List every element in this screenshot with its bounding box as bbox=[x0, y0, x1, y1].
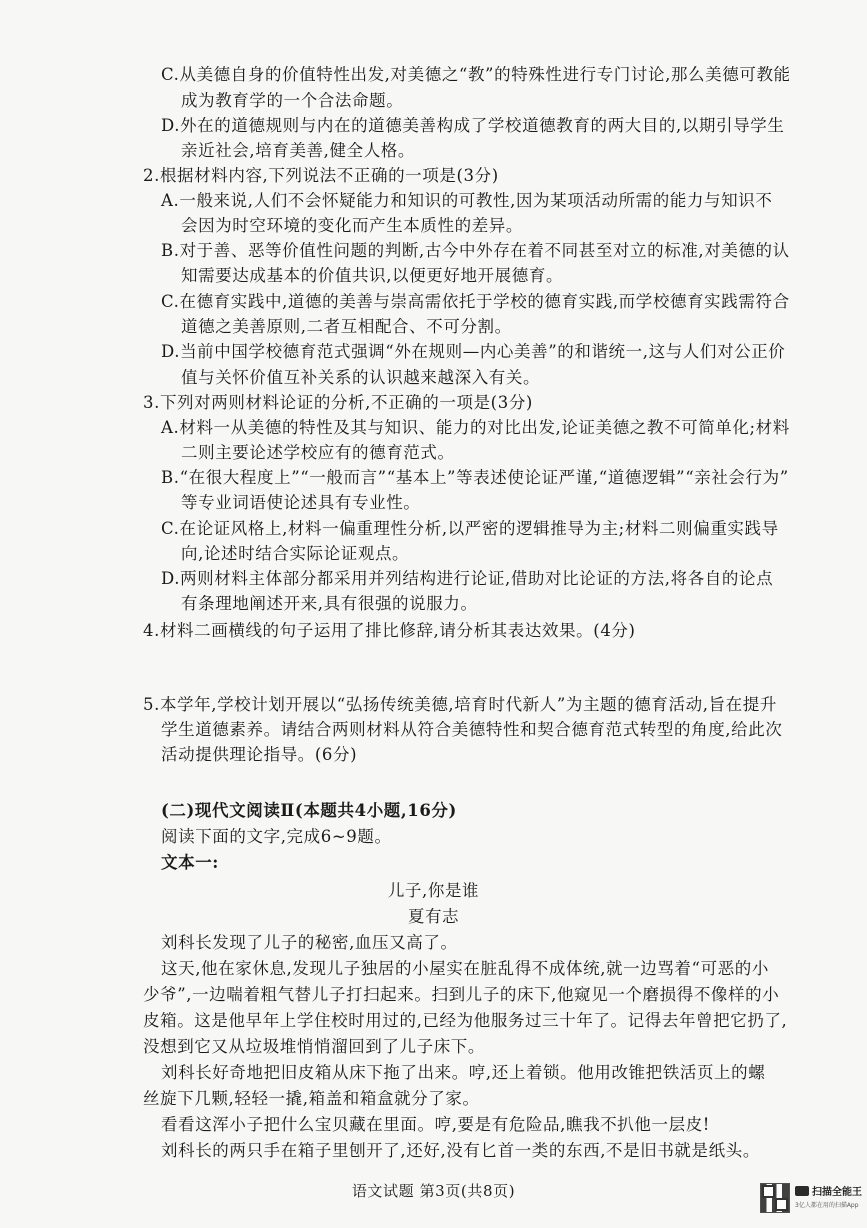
story-para-5: 刘科长的两只手在箱子里刨开了,还好,没有匕首一类的东西,不是旧书就是纸头。 bbox=[161, 1141, 760, 1160]
option-2b-line2: 知需要达成基本的价值共识,以便更好地开展德育。 bbox=[181, 266, 564, 285]
story-para-3-line2: 丝旋下几颗,轻轻一撬,箱盖和箱盒就分了家。 bbox=[143, 1089, 480, 1108]
page-footer: 语文试题 第3页(共8页) bbox=[351, 1182, 516, 1200]
story-para-4: 看看这浑小子把什么宝贝藏在里面。哼,要是有危险品,瞧我不扒他一层皮! bbox=[161, 1115, 711, 1134]
qr-code-icon bbox=[760, 1183, 790, 1213]
story-para-2-line2: 少爷”,一边喘着粗气替儿子打扫起来。扫到儿子的床下,他窥见一个磨损得不像样的小 bbox=[143, 985, 780, 1004]
option-1d-line1: D.外在的道德规则与内在的道德美善构成了学校道德教育的两大目的,以期引导学生 bbox=[161, 116, 785, 135]
watermark-title: 扫描全能王 bbox=[812, 1187, 862, 1198]
option-3d-line2: 有条理地阐述开来,具有很强的说服力。 bbox=[181, 594, 478, 613]
option-2d-line1: D.当前中国学校德育范式强调“外在规则—内心美善”的和谐统一,这与人们对公正价 bbox=[161, 342, 786, 361]
question-5-line2: 学生道德素养。请结合两则材料从符合美德特性和契合德育范式转型的角度,给此次 bbox=[161, 720, 783, 739]
option-3b-line1: B.“在很大程度上”“一般而言”“基本上”等表述使论证严谨,“道德逻辑”“亲社会行为” bbox=[161, 468, 789, 487]
option-3b-line2: 等专业词语使论述具有专业性。 bbox=[181, 493, 421, 512]
option-1d-line2: 亲近社会,培育美善,健全人格。 bbox=[181, 141, 415, 160]
watermark-subtitle: 3亿人都在用的扫描App bbox=[795, 1202, 859, 1209]
section-instruction: 阅读下面的文字,完成6~9题。 bbox=[161, 827, 392, 846]
option-3a-line1: A.材料一从美德的特性及其与知识、能力的对比出发,论证美德之教不可简单化;材料 bbox=[161, 418, 790, 437]
question-5-line1: 5.本学年,学校计划开展以“弘扬传统美德,培育时代新人”为主题的德育活动,旨在提升 bbox=[143, 695, 777, 714]
story-para-2-line1: 这天,他在家休息,发现儿子独居的小屋实在脏乱得不成体统,就一边骂着“可恶的小 bbox=[161, 959, 769, 978]
option-1c-line1: C.从美德自身的价值特性出发,对美德之“教”的特殊性进行专门讨论,那么美德可教能 bbox=[161, 65, 791, 84]
option-2a-line2: 会因为时空环境的变化而产生本质性的差异。 bbox=[181, 216, 523, 235]
option-2a-line1: A.一般来说,人们不会怀疑能力和知识的可教性,因为某项活动所需的能力与知识不 bbox=[161, 191, 773, 210]
story-author: 夏有志 bbox=[407, 907, 460, 926]
option-2c-line2: 道德之美善原则,二者互相配合、不可分割。 bbox=[181, 317, 512, 336]
story-para-2-line3: 皮箱。这是他早年上学住校时用过的,已经为他服务过三十年了。记得去年曾把它扔了, bbox=[143, 1011, 788, 1030]
option-2c-line1: C.在德育实践中,道德的美善与崇高需依托于学校的德育实践,而学校德育实践需符合 bbox=[161, 292, 790, 311]
text-one-label: 文本一: bbox=[161, 853, 219, 872]
option-3c-line2: 向,论述时结合实际论证观点。 bbox=[181, 544, 410, 563]
question-3: 3.下列对两则材料论证的分析,不正确的一项是(3分) bbox=[143, 393, 533, 412]
story-para-2-line4: 没想到它又从垃圾堆悄悄溜回到了儿子床下。 bbox=[143, 1037, 485, 1056]
question-2: 2.根据材料内容,下列说法不正确的一项是(3分) bbox=[143, 166, 499, 185]
option-3a-line2: 二则主要论述学校应有的德育范式。 bbox=[181, 443, 455, 462]
scanner-logo-icon bbox=[795, 1186, 809, 1196]
story-para-1: 刘科长发现了儿子的秘密,血压又高了。 bbox=[161, 933, 458, 952]
section-heading: (二)现代文阅读Ⅱ(本题共4小题,16分) bbox=[161, 801, 457, 820]
option-2b-line1: B.对于善、恶等价值性问题的判断,古今中外存在着不同甚至对立的标准,对美德的认 bbox=[161, 241, 790, 260]
option-2d-line2: 值与关怀价值互补关系的认识越来越深入有关。 bbox=[181, 368, 541, 387]
option-3c-line1: C.在论证风格上,材料一偏重理性分析,以严密的逻辑推导为主;材料二则偏重实践导 bbox=[161, 519, 779, 538]
option-1c-line2: 成为教育学的一个合法命题。 bbox=[181, 91, 404, 110]
story-para-3-line1: 刘科长好奇地把旧皮箱从床下拖了出来。哼,还上着锁。他用改锥把铁活页上的螺 bbox=[161, 1063, 766, 1082]
question-4: 4.材料二画横线的句子运用了排比修辞,请分析其表达效果。(4分) bbox=[143, 621, 636, 640]
story-title: 儿子,你是谁 bbox=[387, 881, 480, 900]
option-3d-line1: D.两则材料主体部分都采用并列结构进行论证,借助对比论证的方法,将各自的论点 bbox=[161, 569, 774, 588]
question-5-line3: 活动提供理论指导。(6分) bbox=[161, 745, 358, 764]
